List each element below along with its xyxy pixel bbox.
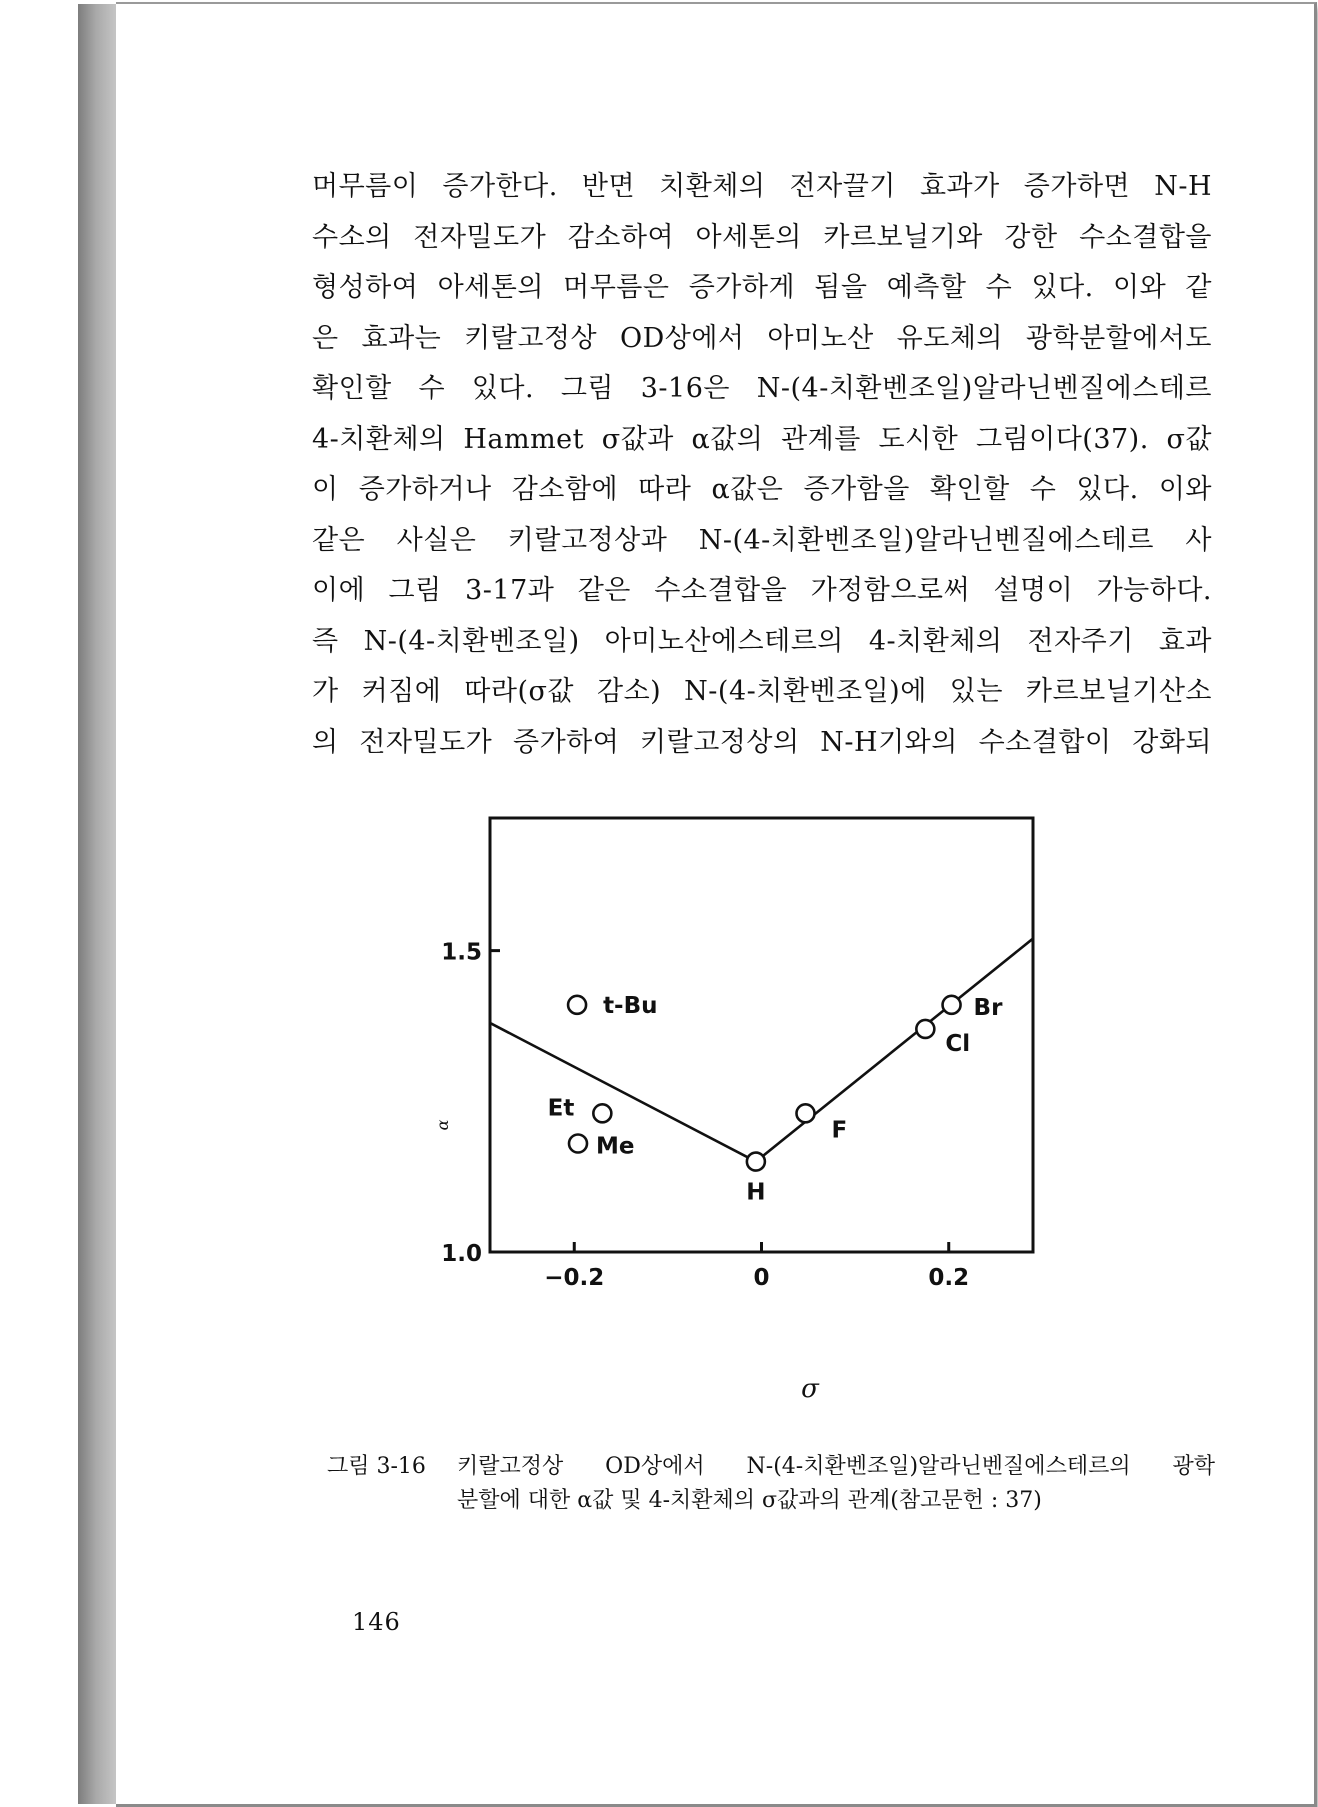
data-point-marker	[569, 1135, 587, 1153]
text-line: 즉 N-(4-치환벤조일) 아미노산에스테르의 4-치환체의 전자주기 효과	[312, 625, 1212, 657]
data-point-marker	[943, 996, 961, 1014]
data-point-marker	[593, 1104, 611, 1122]
data-point-marker	[797, 1104, 815, 1122]
data-point-label: F	[831, 1117, 848, 1144]
x-tick-label: 0	[753, 1265, 770, 1291]
y-tick-label: 1.0	[441, 1241, 482, 1267]
data-point-marker	[747, 1153, 765, 1171]
text-line: 4-치환체의 Hammet σ값과 α값의 관계를 도시한 그림이다(37). σ값	[312, 423, 1212, 455]
caption-line: 키랄고정상 OD상에서 N-(4-치환벤조일)알라닌벤질에스테르의 광학	[457, 1454, 1215, 1479]
text-line: 확인할 수 있다. 그림 3-16은 N-(4-치환벤조일)알라닌벤질에스테르	[312, 373, 1212, 404]
y-axis-label: α	[433, 1119, 452, 1131]
data-point-label: H	[746, 1179, 766, 1206]
text-line: 이 증가하거나 감소함에 따라 α값은 증가함을 확인할 수 있다. 이와	[312, 474, 1212, 505]
text-line: 머무름이 증가한다. 반면 치환체의 전자끌기 효과가 증가하면 N-H	[312, 171, 1212, 202]
data-point-marker	[916, 1020, 934, 1038]
text-line: 같은 사실은 키랄고정상과 N-(4-치환벤조일)알라닌벤질에스테르 사	[312, 524, 1212, 556]
data-point-label: t-Bu	[603, 992, 658, 1019]
text-line: 수소의 전자밀도가 감소하여 아세톤의 카르보닐기와 강한 수소결합을	[312, 221, 1212, 253]
text-line: 이에 그림 3-17과 같은 수소결합을 가정함으로써 설명이 가능하다.	[312, 575, 1212, 606]
axis-ticks	[441, 940, 969, 1291]
fit-line	[756, 939, 1033, 1162]
book-spine-edge	[78, 4, 118, 1804]
data-point-label: Cl	[945, 1030, 971, 1057]
figure-3-16-chart	[420, 800, 1140, 1420]
x-axis-label: σ	[801, 1374, 819, 1404]
x-tick-label: 0.2	[928, 1265, 970, 1291]
text-line: 형성하여 아세톤의 머무름은 증가하게 됨을 예측할 수 있다. 이와 같	[312, 272, 1212, 303]
data-point-marker	[568, 996, 586, 1014]
y-tick-label: 1.5	[441, 939, 482, 966]
text-line: 의 전자밀도가 증가하여 키랄고정상의 N-H기와의 수소결합이 강화되	[312, 726, 1212, 758]
body-text	[312, 162, 1212, 768]
caption-label: 그림 3-16	[327, 1454, 426, 1479]
x-tick-label: −0.2	[544, 1265, 605, 1291]
data-points	[548, 993, 1003, 1206]
data-point-label: Br	[973, 994, 1003, 1021]
data-point-label: Et	[547, 1095, 575, 1122]
caption-line: 분할에 대한 α값 및 4-치환체의 σ값과의 관계(참고문헌 : 37)	[457, 1488, 1042, 1513]
page-number: 146	[352, 1608, 401, 1636]
text-line: 은 효과는 키랄고정상 OD상에서 아미노산 유도체의 광학분할에서도	[312, 322, 1212, 354]
data-point-label: Me	[596, 1133, 635, 1160]
text-line: 가 커짐에 따라(σ값 감소) N-(4-치환벤조일)에 있는 카르보닐기산소	[312, 676, 1212, 707]
